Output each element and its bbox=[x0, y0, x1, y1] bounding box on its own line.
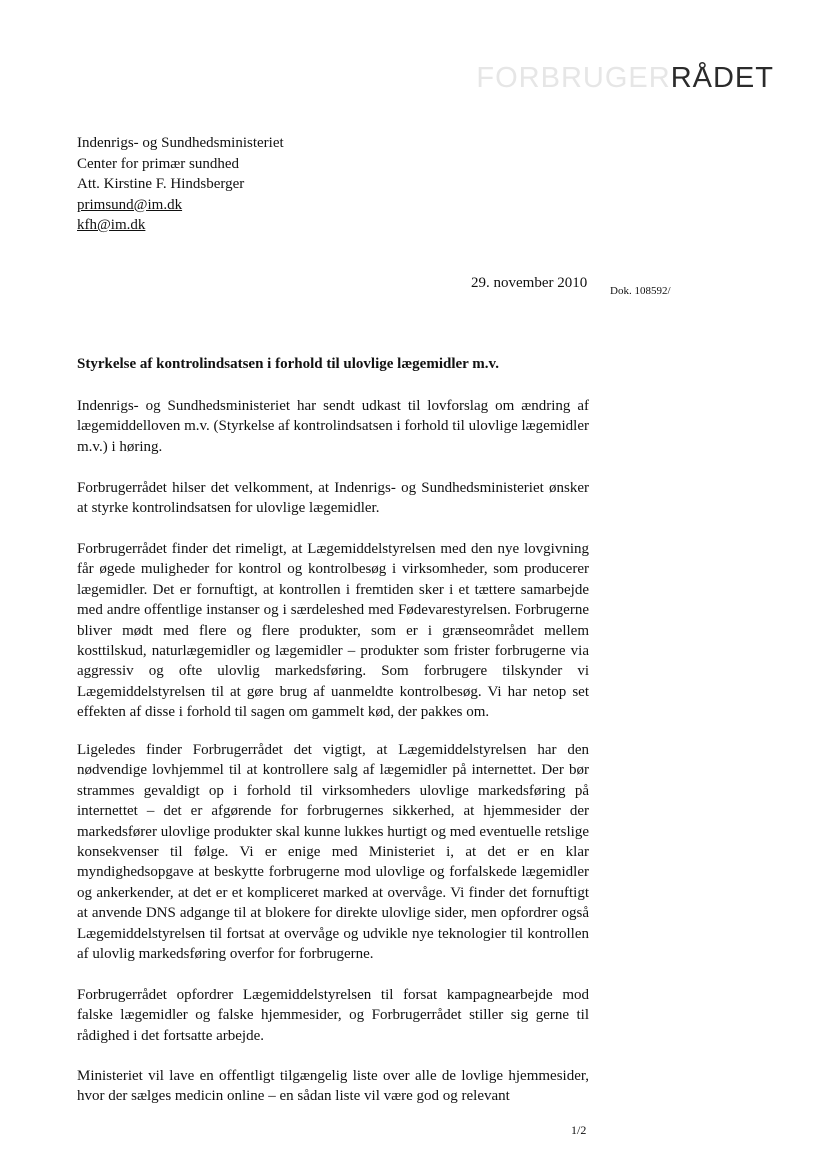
paragraph-4: Ligeledes finder Forbrugerrådet det vigtigt, at Lægemiddelstyrelsen har den nødvendige lovhjemmel til at kontrollere salg af lægemidler på internettet. Der bør strammes gevaldigt op i forhold til virksomheders ulovlige markedsføring på internettet – det er afgørende for forbrugernes sikkerhed, at hjemmesider der markedsfører ulovlige produkter skal kunne lukkes hurtigt og med eventuelle retslige konsekvenser til følge. Vi er enige med Ministeriet i, at det er en klar myndighedsopgave at beskytte forbrugerne mod ulovlige og forfalskede lægemidler og ankerkender, at det er et kompliceret marked at overvåge. Vi finder det fornuftigt at anvende DNS adgange til at blokere for direkte ulovlige sider, men opfordrer også Lægemiddelstyrelsen til fortsat at overvåge og udvikle nye teknologier til kontrollen af ulovlig markedsføring overfor for forbrugerne. bbox=[77, 742, 589, 963]
page-number: 1/2 bbox=[571, 1123, 587, 1137]
recipient-address bbox=[77, 133, 284, 236]
logo-light-text: FORBRUGER bbox=[476, 62, 671, 94]
letter-date: 29. november 2010 bbox=[471, 275, 588, 291]
letter-subject: Styrkelse af kontrolindsatsen i forhold til ulovlige lægemidler m.v. bbox=[77, 356, 499, 372]
document-reference: Dok. 108592/ bbox=[610, 285, 671, 297]
paragraph-2: Forbrugerrådet hilser det velkomment, at Indenrigs- og Sundhedsministeriet ønsker at styrke kontrolindsatsen for ulovlige lægemidler. bbox=[77, 480, 589, 517]
logo-dark-text: RÅDET bbox=[670, 62, 774, 94]
forbrugerraadet-logo bbox=[476, 62, 774, 95]
paragraph-3: Forbrugerrådet finder det rimeligt, at Lægemiddelstyrelsen med den nye lovgivning får øgede muligheder for kontrol og kontrolbesøg i virksomheder, som producerer lægemidler. Det er fornuftigt, at kontrollen i fremtiden sker i et tættere samarbejde med andre offentlige instanser og i særdeleshed med Fødevarestyrelsen. Forbrugerne bliver mødt med flere og flere produkter, som er i grænseområdet mellem kosttilskud, naturlægemidler og lægemidler – produkter som frister forbrugerne via aggressiv og ofte ulovlig markedsføring. Som forbrugere tilskynder vi Lægemiddelstyrelsen til at gøre brug af uanmeldte kontrolbesøg. Vi har netop set effekten af disse i forhold til sagen om gammelt kød, der pakkes om. bbox=[77, 541, 589, 721]
email-link-primsund[interactable]: primsund@im.dk bbox=[77, 196, 183, 213]
recipient-attention: Att. Kirstine F. Hindsberger bbox=[77, 176, 245, 192]
recipient-department: Center for primær sundhed bbox=[77, 155, 240, 172]
paragraph-5: Forbrugerrådet opfordrer Lægemiddelstyrelsen til forsat kampagnearbejde mod falske lægemidler og falske hjemmesider, og Forbrugerrådet stiller sig gerne til rådighed i det fortsatte arbejde. bbox=[77, 987, 589, 1044]
paragraph-1: Indenrigs- og Sundhedsministeriet har sendt udkast til lovforslag om ændring af lægemiddelloven m.v. (Styrkelse af kontrolindsatsen i forhold til ulovlige lægemidler m.v.) i høring. bbox=[77, 398, 589, 455]
recipient-ministry: Indenrigs- og Sundhedsministeriet bbox=[77, 135, 284, 151]
paragraph-6: Ministeriet vil lave en offentligt tilgængelig liste over alle de lovlige hjemmesider, hvor der sælges medicin online – en sådan liste vil være god og relevant bbox=[77, 1068, 589, 1105]
email-link-kfh[interactable]: kfh@im.dk bbox=[77, 217, 146, 233]
